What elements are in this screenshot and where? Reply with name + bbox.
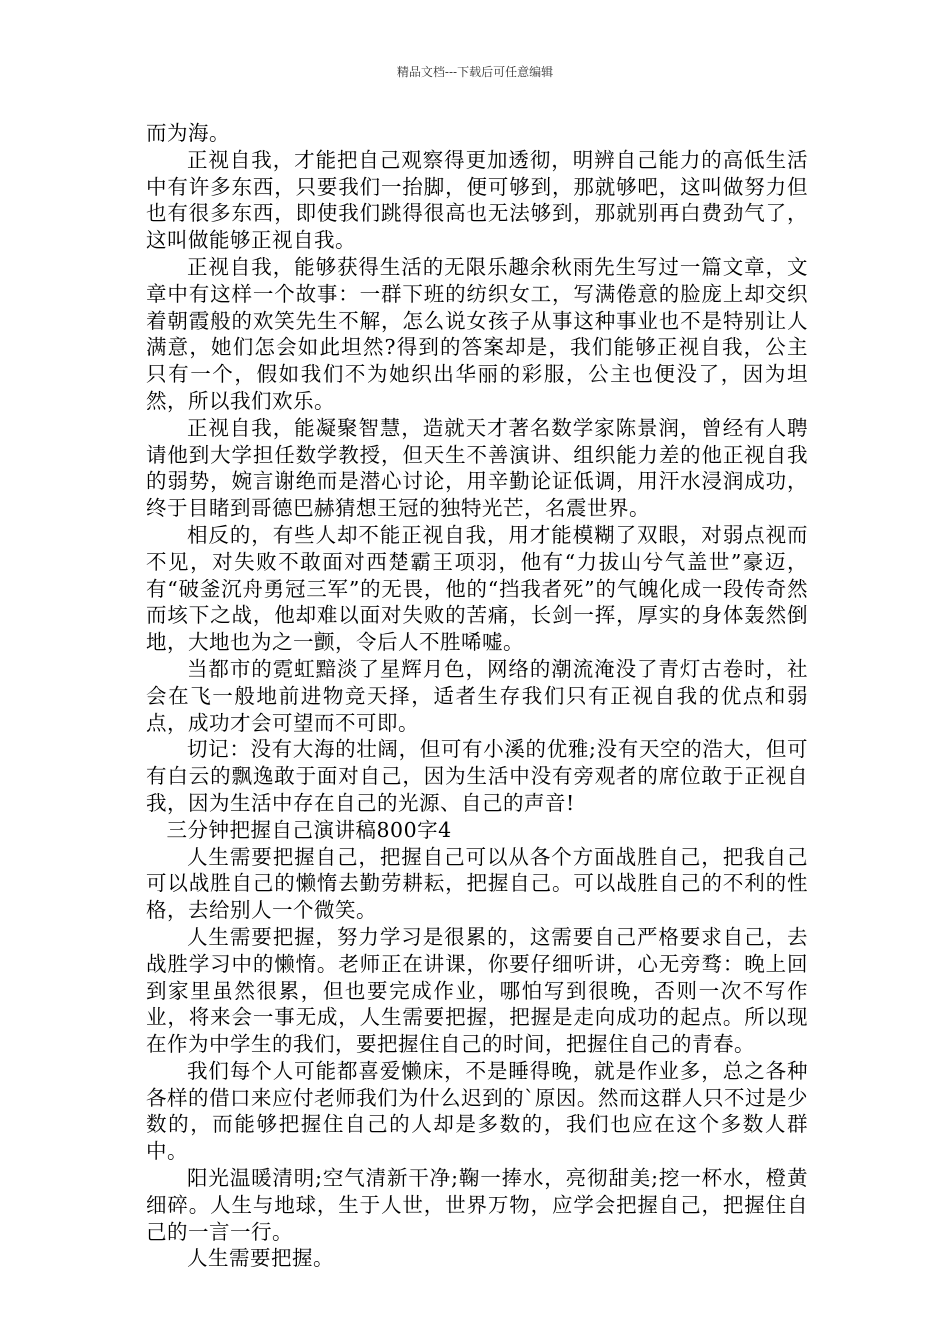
paragraph: 阳光温暖清明;空气清新干净;鞠一捧水，亮彻甜美;挖一杯水，橙黄细碎。人生与地球，生于人世，世界万物，应学会把握自己，把握住自己的一言一行。 — [146, 1166, 808, 1244]
paragraph: 人生需要把握自己，把握自己可以从各个方面战胜自己，把我自己可以战胜自己的懒惰去勤劳耕耘，把握自己。可以战胜自己的不利的性格，去给别人一个微笑。 — [146, 844, 808, 923]
document-body — [146, 120, 808, 1272]
paragraph: 我们每个人可能都喜爱懒床，不是睡得晚，就是作业多，总之各种各样的借口来应付老师我们为什么迟到的`原因。然而这群人只不过是少数的，而能够把握住自己的人却是多数的，我们也应在这个多数人群中。 — [146, 1058, 808, 1164]
paragraph: 切记：没有大海的壮阔，但可有小溪的优雅;没有天空的浩大，但可有白云的飘逸敢于面对自己，因为生活中没有旁观者的席位敢于正视自我，因为生活中存在自己的光源、自己的声音! — [146, 737, 808, 815]
paragraph: 人生需要把握。 — [187, 1246, 334, 1271]
paragraph: 正视自我，才能把自己观察得更加透彻，明辨自己能力的高低生活中有许多东西，只要我们一抬脚，便可够到，那就够吧，这叫做努力但也有很多东西，即使我们跳得很高也无法够到，那就别再白费劲气了，这叫做能够正视自我。 — [146, 147, 808, 253]
paragraph: 正视自我，能凝聚智慧，造就天才著名数学家陈景润，曾经有人聘请他到大学担任数学教授，但天生不善演讲、组织能力差的他正视自我的弱势，婉言谢绝而是潜心讨论，用辛勤论证低调，用汗水浸润成功，终于目睹到哥德巴赫猜想王冠的独特光芒，名震世界。 — [146, 415, 808, 521]
section-heading: 三分钟把握自己演讲稿800字4 — [166, 817, 452, 842]
paragraph: 而为海。 — [146, 121, 230, 145]
paragraph: 当都市的霓虹黯淡了星辉月色，网络的潮流淹没了青灯古卷时，社会在飞一般地前进物竞天择，适者生存我们只有正视自我的优点和弱点，成功才会可望而不可即。 — [146, 656, 808, 735]
paragraph: 人生需要把握，努力学习是很累的，这需要自己严格要求自己，去战胜学习中的懒惰。老师正在讲课，你要仔细听讲，心无旁骛：晚上回到家里虽然很累，但也要完成作业，哪怕写到很晚，否则一次不写作业，将来会一事无成，人生需要把握，把握是走向成功的起点。所以现在作为中学生的我们，要把握住自己的时间，把握住自己的青春。 — [146, 924, 808, 1057]
paragraph: 相反的，有些人却不能正视自我，用才能模糊了双眼，对弱点视而不见，对失败不敢面对西楚霸王项羽，他有“力拔山兮气盖世”豪迈，有“破釜沉舟勇冠三军”的无畏，他的“挡我者死”的气魄化成一段传奇然而垓下之战，他却难以面对失败的苦痛，长剑一挥，厚实的身体轰然倒地，大地也为之一颤，令后人不胜唏嘘。 — [146, 522, 808, 655]
page-header: 精品文档---下载后可任意编辑 — [396, 65, 554, 79]
paragraph: 正视自我，能够获得生活的无限乐趣余秋雨先生写过一篇文章，文章中有这样一个故事：一群下班的纺织女工，写满倦意的脸庞上却交织着朝霞般的欢笑先生不解，怎么说女孩子从事这种事业也不是特别让人满意，她们怎会如此坦然?得到的答案却是，我们能够正视自我，公主只有一个，假如我们不为她织出华丽的彩服，公主也便没了，因为坦然，所以我们欢乐。 — [146, 254, 808, 413]
